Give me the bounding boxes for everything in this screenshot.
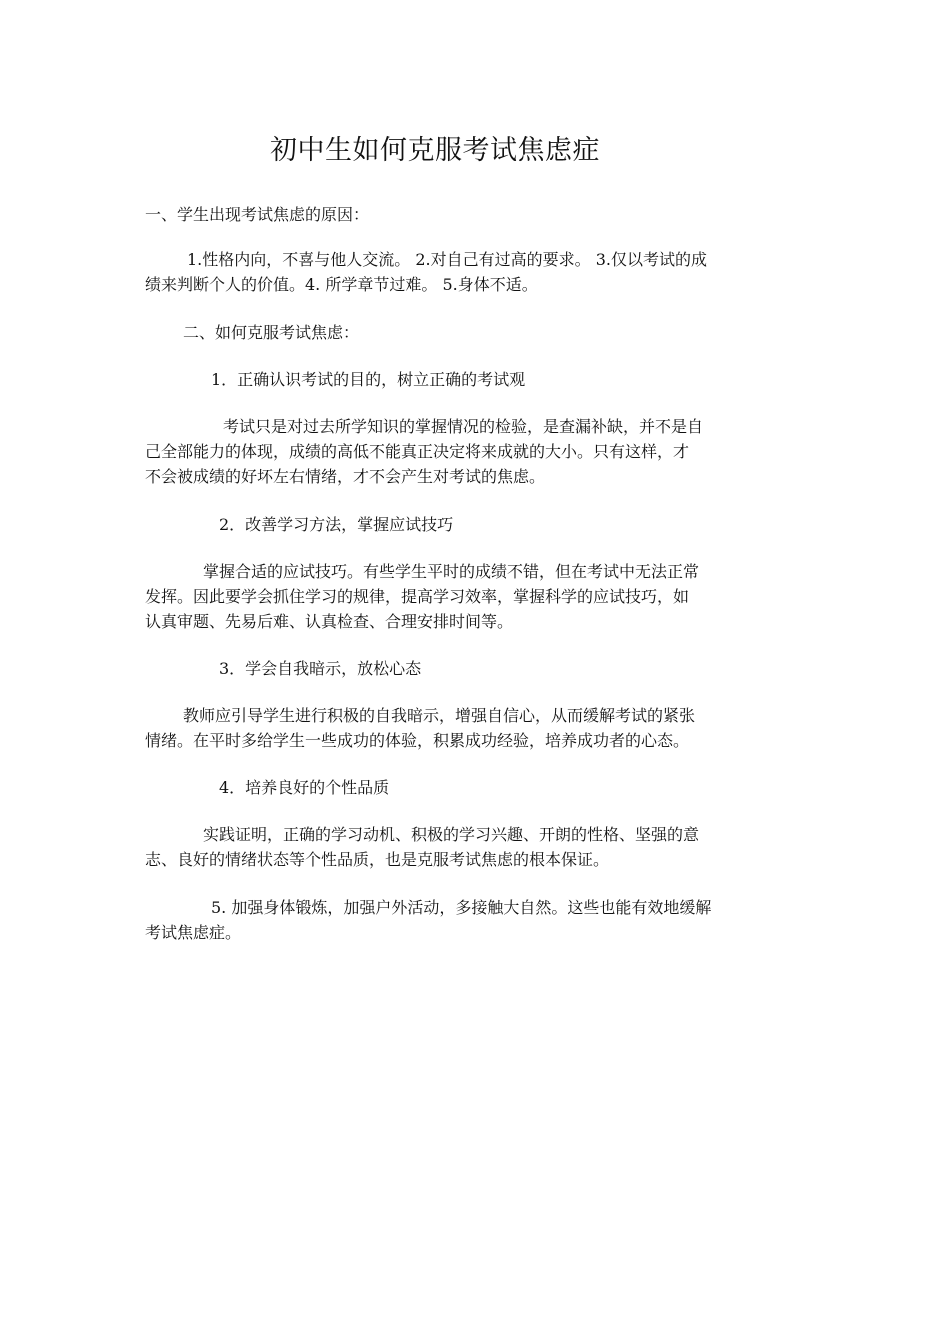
item2-body: 掌握合适的应试技巧。有些学生平时的成绩不错，但在考试中无法正常 发挥。因此要学会抓住学习的规律，提高学习效率，掌握科学的应试技巧，如 认真审题、先易后难、认真检查、合理安排时间等。 [145, 562, 700, 631]
section1-heading: 一、学生出现考试焦虑的原因： [145, 205, 370, 224]
document-title: 初中生如何克服考试焦虑症 [270, 135, 600, 166]
item4-heading: 4．培养良好的个性品质 [219, 778, 390, 797]
item2-heading: 2．改善学习方法，掌握应试技巧 [219, 515, 454, 534]
item5-body: 5. 加强身体锻炼，加强户外活动，多接触大自然。这些也能有效地缓解 考试焦虑症。 [145, 898, 712, 942]
item4-body: 实践证明，正确的学习动机、积极的学习兴趣、开朗的性格、坚强的意 志、良好的情绪状态等个性品质，也是克服考试焦虑的根本保证。 [145, 825, 700, 869]
section2-heading: 二、如何克服考试焦虑： [183, 323, 360, 342]
item1-body: 考试只是对过去所学知识的掌握情况的检验，是查漏补缺，并不是自 己全部能力的体现，成绩的高低不能真正决定将来成就的大小。只有这样，才 不会被成绩的好坏左右情绪，才不会产生对考试的焦虑。 [145, 417, 704, 486]
item3-body: 教师应引导学生进行积极的自我暗示，增强自信心，从而缓解考试的紧张 情绪。在平时多给学生一些成功的体验，积累成功经验，培养成功者的心态。 [145, 706, 696, 750]
item1-heading: 1．正确认识考试的目的，树立正确的考试观 [211, 370, 526, 389]
item3-heading: 3．学会自我暗示，放松心态 [219, 659, 422, 678]
section1-body: 1.性格内向，不喜与他人交流。 2.对自己有过高的要求。 3.仅以考试的成 绩来判断个人的价值。4. 所学章节过难。 5.身体不适。 [145, 250, 707, 294]
